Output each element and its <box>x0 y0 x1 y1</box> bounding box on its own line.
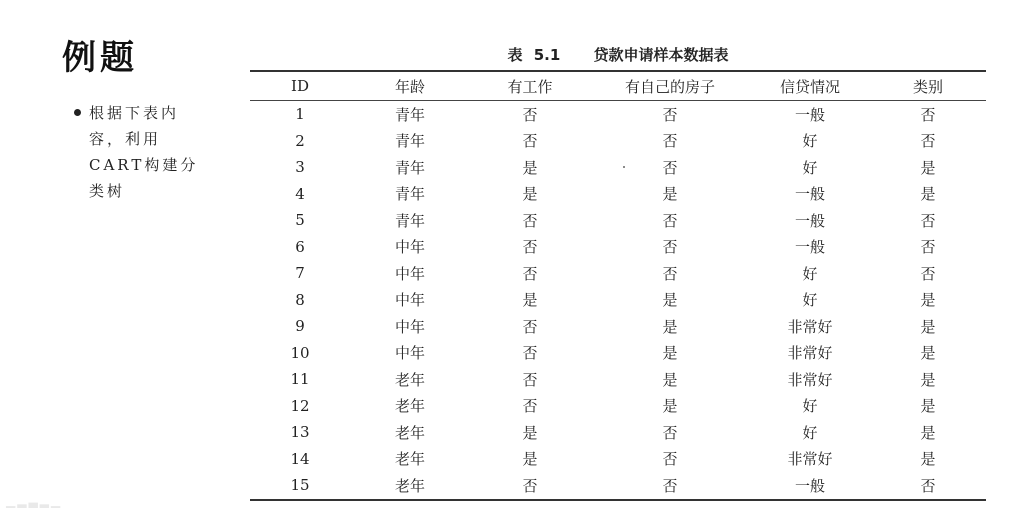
table-cell: 是 <box>920 291 936 310</box>
table-cell: 是 <box>920 423 936 442</box>
table-cell: 是 <box>920 317 936 336</box>
table-cell: 是 <box>662 185 678 204</box>
table-cell: 否 <box>920 238 936 257</box>
table-row <box>250 446 986 473</box>
table-cell: 是 <box>920 158 936 177</box>
table-cell: 好 <box>802 397 818 416</box>
table-cell: 中年 <box>394 291 425 310</box>
table-cell: 否 <box>662 132 678 151</box>
table-cell: 是 <box>920 185 936 204</box>
table-cell: 否 <box>662 238 678 257</box>
table-cell: 青年 <box>394 132 425 151</box>
table-cell: 否 <box>920 211 936 230</box>
table-cell: 是 <box>522 423 538 442</box>
table-header-row <box>250 71 986 101</box>
table-cell: 非常好 <box>787 450 833 469</box>
table-cell: 8 <box>295 290 305 309</box>
bullet-list <box>74 100 204 204</box>
table-row <box>250 287 986 314</box>
table-cell: 否 <box>522 344 538 363</box>
table-cell: 否 <box>522 238 538 257</box>
table-cell: 一般 <box>794 238 825 257</box>
table-cell: 5 <box>295 211 305 230</box>
table-cell: 是 <box>662 291 678 310</box>
table-row <box>250 128 986 155</box>
table-cell: 是 <box>662 344 678 363</box>
table-cell: 3 <box>295 158 305 177</box>
table-cell: 好 <box>802 291 818 310</box>
table-cell: 否 <box>870 472 986 500</box>
column-header: 类别 <box>870 71 986 101</box>
table-cell: 青年 <box>394 211 425 230</box>
table-cell: 老年 <box>394 450 425 469</box>
column-header: 信贷情况 <box>750 71 870 101</box>
table-cell: 否 <box>522 264 538 283</box>
bullet-dot-icon <box>74 109 81 116</box>
slide-title: 例题 <box>62 38 138 78</box>
table-row <box>250 393 986 420</box>
table-cell: 12 <box>290 396 310 415</box>
table-row <box>250 181 986 208</box>
table-cell: 6 <box>295 237 305 256</box>
table-cell: 非常好 <box>787 317 833 336</box>
table-cell: 9 <box>295 317 305 336</box>
table-cell: 14 <box>290 449 310 468</box>
caption-label: 表 <box>507 46 523 64</box>
table-cell: 否 <box>522 132 538 151</box>
table-cell: 中年 <box>394 238 425 257</box>
table-cell: 一般 <box>794 185 825 204</box>
table-cell: 否 <box>662 423 678 442</box>
table-row <box>250 234 986 261</box>
table-cell: 是 <box>522 185 538 204</box>
table-cell: 老年 <box>394 423 425 442</box>
table-cell: 否 <box>522 317 538 336</box>
table-cell: 一般 <box>750 472 870 500</box>
table-cell: 一般 <box>794 105 825 124</box>
table-cell: 中年 <box>394 317 425 336</box>
table-cell: 否 <box>920 105 936 124</box>
table-cell: 是 <box>522 450 538 469</box>
table-cell: 好 <box>802 158 818 177</box>
watermark-icon: ▁▂▃▂▁ <box>6 494 63 508</box>
table-cell: 一般 <box>794 211 825 230</box>
column-header: 年龄 <box>350 71 470 101</box>
table-cell: 否 <box>470 472 590 500</box>
table-cell: 老年 <box>394 370 425 389</box>
table-cell: 否 <box>590 472 750 500</box>
table-row <box>250 366 986 393</box>
caption-number: 5.1 <box>533 46 561 64</box>
table-cell: 否 <box>522 397 538 416</box>
table-cell: 中年 <box>394 344 425 363</box>
table-caption <box>250 44 986 65</box>
table-cell: 好 <box>802 423 818 442</box>
table-cell: 是 <box>920 397 936 416</box>
table-cell: 否 <box>522 370 538 389</box>
column-header: 有工作 <box>470 71 590 101</box>
table-cell: 是 <box>920 450 936 469</box>
table-cell: 否 <box>662 450 678 469</box>
table-cell: 是 <box>920 344 936 363</box>
table-cell: 是 <box>662 370 678 389</box>
table-cell: 中年 <box>394 264 425 283</box>
table-cell: 是 <box>522 291 538 310</box>
table-cell: 好 <box>802 132 818 151</box>
table-cell: 青年 <box>394 158 425 177</box>
table-cell: 否 <box>662 211 678 230</box>
table-row <box>250 340 986 367</box>
table-cell: 否 <box>522 211 538 230</box>
table-row <box>250 260 986 287</box>
table-cell: 13 <box>290 423 310 442</box>
bullet-text: 根据下表内容，利用CART构建分类树 <box>89 104 199 200</box>
table-cell: 老年 <box>394 397 425 416</box>
table-cell: 1 <box>295 105 305 124</box>
table-cell: 是 <box>662 317 678 336</box>
table-cell: 是 <box>522 158 538 177</box>
table-cell: 11 <box>290 370 310 389</box>
column-header: 有自己的房子 <box>590 71 750 101</box>
table-row <box>250 472 986 500</box>
table-row <box>250 313 986 340</box>
table-row <box>250 419 986 446</box>
table-cell: 是 <box>662 397 678 416</box>
table-cell: 7 <box>295 264 305 283</box>
table-body <box>250 101 986 500</box>
table-cell: 4 <box>295 184 305 203</box>
table-cell: 15 <box>250 472 350 500</box>
table-cell: 否 <box>662 158 678 177</box>
table-cell: 是 <box>920 370 936 389</box>
table-cell: 否 <box>522 105 538 124</box>
loan-data-table <box>250 70 986 501</box>
table-cell: 好 <box>802 264 818 283</box>
table-cell: 青年 <box>394 105 425 124</box>
table-cell: 否 <box>662 264 678 283</box>
table-cell: 否 <box>920 132 936 151</box>
table-cell: 否 <box>920 264 936 283</box>
caption-title: 贷款申请样本数据表 <box>593 46 729 64</box>
column-header: ID <box>250 71 350 101</box>
table-cell: 非常好 <box>787 370 833 389</box>
table-cell: 老年 <box>350 472 470 500</box>
table-row <box>250 154 986 181</box>
table-row <box>250 101 986 128</box>
table-row <box>250 207 986 234</box>
table-cell: 青年 <box>394 185 425 204</box>
table-cell: 2 <box>295 131 305 150</box>
table-cell: 10 <box>290 343 310 362</box>
table-cell: 非常好 <box>787 344 833 363</box>
table-cell: 否 <box>662 105 678 124</box>
